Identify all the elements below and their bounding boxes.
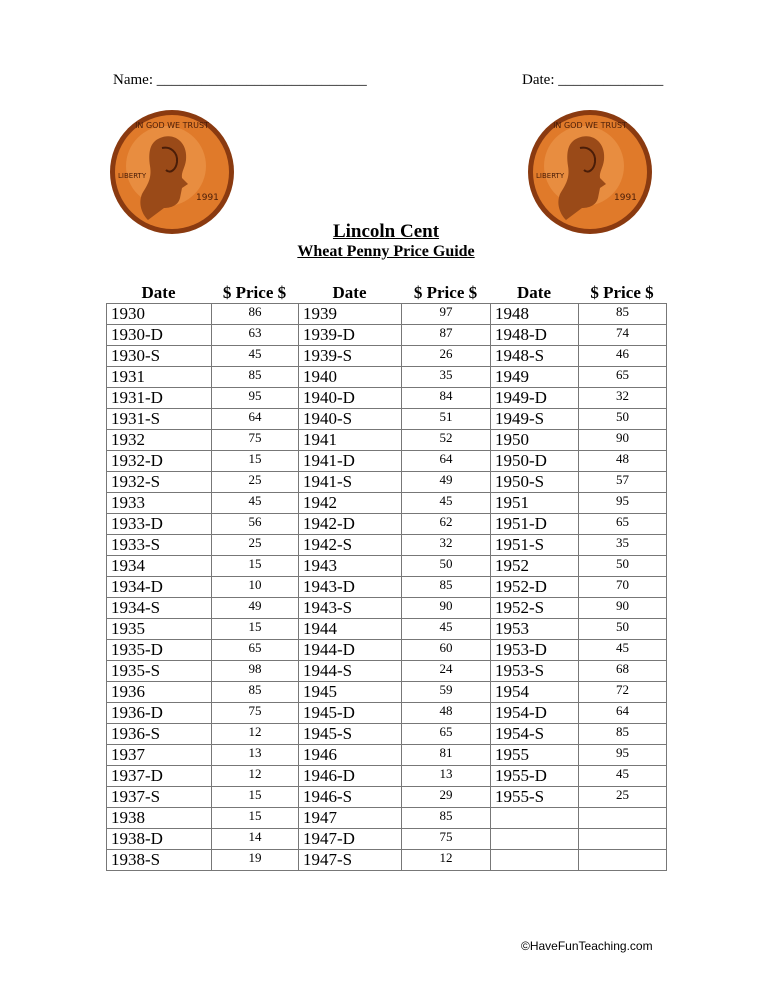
price-cell: 12	[402, 850, 491, 871]
date-cell: 1945	[299, 682, 402, 703]
price-cell	[579, 808, 667, 829]
date-cell: 1944-S	[299, 661, 402, 682]
table-row	[107, 451, 667, 472]
price-cell: 48	[402, 703, 491, 724]
price-cell: 15	[212, 808, 299, 829]
table-row	[107, 304, 667, 325]
table-row	[107, 325, 667, 346]
date-cell: 1950-S	[491, 472, 579, 493]
price-cell: 50	[579, 409, 667, 430]
date-cell: 1944-D	[299, 640, 402, 661]
price-cell: 13	[402, 766, 491, 787]
date-cell: 1932-S	[107, 472, 212, 493]
price-cell: 75	[212, 430, 299, 451]
date-cell: 1949-S	[491, 409, 579, 430]
date-cell: 1949	[491, 367, 579, 388]
date-cell: 1941	[299, 430, 402, 451]
price-cell: 85	[579, 724, 667, 745]
price-cell: 35	[402, 367, 491, 388]
date-cell: 1931-S	[107, 409, 212, 430]
date-cell: 1940-D	[299, 388, 402, 409]
table-row	[107, 745, 667, 766]
date-cell: 1955-D	[491, 766, 579, 787]
price-cell: 95	[579, 493, 667, 514]
date-cell: 1930	[107, 304, 212, 325]
date-cell: 1946-S	[299, 787, 402, 808]
date-cell: 1933-D	[107, 514, 212, 535]
date-cell: 1946-D	[299, 766, 402, 787]
date-cell: 1948-S	[491, 346, 579, 367]
price-cell: 25	[579, 787, 667, 808]
price-cell: 57	[579, 472, 667, 493]
column-header-date-1: Date	[141, 283, 176, 302]
coin-motto: IN GOD WE TRUST	[553, 121, 627, 130]
coin-liberty: LIBERTY	[536, 172, 565, 180]
date-cell: 1931-D	[107, 388, 212, 409]
date-cell: 1939-S	[299, 346, 402, 367]
date-cell: 1951-D	[491, 514, 579, 535]
price-cell: 64	[402, 451, 491, 472]
date-cell: 1945-D	[299, 703, 402, 724]
table-row	[107, 409, 667, 430]
date-cell: 1951	[491, 493, 579, 514]
page-subtitle: Wheat Penny Price Guide	[297, 243, 475, 260]
price-cell: 85	[212, 367, 299, 388]
date-cell: 1933-S	[107, 535, 212, 556]
price-cell: 90	[579, 598, 667, 619]
table-row	[107, 703, 667, 724]
table-row	[107, 661, 667, 682]
table-row	[107, 388, 667, 409]
price-cell: 95	[212, 388, 299, 409]
date-cell: 1941-D	[299, 451, 402, 472]
date-cell: 1937-D	[107, 766, 212, 787]
price-cell: 70	[579, 577, 667, 598]
date-cell: 1955-S	[491, 787, 579, 808]
copyright-footer: ©HaveFunTeaching.com	[521, 939, 653, 953]
price-cell: 49	[402, 472, 491, 493]
coin-year: 1991	[196, 193, 219, 203]
price-cell: 98	[212, 661, 299, 682]
date-cell: 1934-D	[107, 577, 212, 598]
price-cell: 59	[402, 682, 491, 703]
date-cell: 1936-D	[107, 703, 212, 724]
date-cell: 1942-S	[299, 535, 402, 556]
column-header-price-1: $ Price $	[222, 283, 287, 302]
column-header-price-2: $ Price $	[413, 283, 478, 302]
price-cell: 65	[579, 514, 667, 535]
price-cell: 15	[212, 556, 299, 577]
price-cell: 45	[402, 619, 491, 640]
date-cell: 1940	[299, 367, 402, 388]
date-cell: 1934-S	[107, 598, 212, 619]
price-cell: 15	[212, 451, 299, 472]
price-cell: 51	[402, 409, 491, 430]
price-cell: 29	[402, 787, 491, 808]
date-cell: 1941-S	[299, 472, 402, 493]
price-cell: 12	[212, 766, 299, 787]
date-cell: 1937	[107, 745, 212, 766]
table-row	[107, 346, 667, 367]
date-cell: 1942	[299, 493, 402, 514]
date-cell: 1936	[107, 682, 212, 703]
table-row	[107, 556, 667, 577]
price-cell: 25	[212, 535, 299, 556]
price-cell: 90	[402, 598, 491, 619]
price-cell: 85	[212, 682, 299, 703]
date-cell: 1955	[491, 745, 579, 766]
date-cell: 1953-S	[491, 661, 579, 682]
date-cell: 1939	[299, 304, 402, 325]
date-cell: 1950	[491, 430, 579, 451]
table-row	[107, 724, 667, 745]
price-cell: 85	[402, 808, 491, 829]
price-cell: 45	[402, 493, 491, 514]
price-cell: 49	[212, 598, 299, 619]
coin-year: 1991	[614, 193, 637, 203]
date-cell	[491, 850, 579, 871]
date-cell: 1932	[107, 430, 212, 451]
date-cell: 1934	[107, 556, 212, 577]
date-cell: 1939-D	[299, 325, 402, 346]
price-cell: 25	[212, 472, 299, 493]
price-cell: 50	[579, 556, 667, 577]
table-row	[107, 535, 667, 556]
price-cell: 12	[212, 724, 299, 745]
price-cell: 32	[579, 388, 667, 409]
date-cell: 1952	[491, 556, 579, 577]
date-cell: 1953	[491, 619, 579, 640]
date-cell: 1935-S	[107, 661, 212, 682]
price-table	[106, 303, 667, 871]
date-cell: 1947	[299, 808, 402, 829]
price-cell: 14	[212, 829, 299, 850]
price-cell: 45	[579, 766, 667, 787]
price-cell: 97	[402, 304, 491, 325]
price-cell	[579, 850, 667, 871]
date-cell	[491, 808, 579, 829]
price-cell: 45	[579, 640, 667, 661]
date-cell: 1954-D	[491, 703, 579, 724]
price-cell: 50	[402, 556, 491, 577]
date-cell: 1948-D	[491, 325, 579, 346]
date-cell	[491, 829, 579, 850]
price-cell: 68	[579, 661, 667, 682]
date-cell: 1952-D	[491, 577, 579, 598]
date-cell: 1951-S	[491, 535, 579, 556]
price-cell: 72	[579, 682, 667, 703]
date-cell: 1954	[491, 682, 579, 703]
date-cell: 1949-D	[491, 388, 579, 409]
price-cell: 75	[212, 703, 299, 724]
price-cell: 32	[402, 535, 491, 556]
table-row	[107, 808, 667, 829]
date-cell: 1935	[107, 619, 212, 640]
table-row	[107, 850, 667, 871]
date-cell: 1953-D	[491, 640, 579, 661]
table-row	[107, 367, 667, 388]
date-cell: 1943-S	[299, 598, 402, 619]
page-title: Lincoln Cent	[332, 221, 440, 242]
price-cell: 10	[212, 577, 299, 598]
date-cell: 1954-S	[491, 724, 579, 745]
date-cell: 1940-S	[299, 409, 402, 430]
date-cell: 1944	[299, 619, 402, 640]
date-cell: 1952-S	[491, 598, 579, 619]
price-cell: 50	[579, 619, 667, 640]
date-cell: 1938-D	[107, 829, 212, 850]
date-cell: 1936-S	[107, 724, 212, 745]
price-cell: 15	[212, 787, 299, 808]
price-cell: 24	[402, 661, 491, 682]
date-cell: 1930-S	[107, 346, 212, 367]
date-cell: 1935-D	[107, 640, 212, 661]
price-cell: 52	[402, 430, 491, 451]
date-cell: 1938	[107, 808, 212, 829]
price-cell: 45	[212, 493, 299, 514]
price-cell: 75	[402, 829, 491, 850]
price-cell: 74	[579, 325, 667, 346]
price-cell: 86	[212, 304, 299, 325]
price-cell: 84	[402, 388, 491, 409]
coin-liberty: LIBERTY	[118, 172, 147, 180]
price-cell: 85	[402, 577, 491, 598]
date-cell: 1938-S	[107, 850, 212, 871]
table-row	[107, 829, 667, 850]
date-cell: 1931	[107, 367, 212, 388]
price-cell: 46	[579, 346, 667, 367]
table-row	[107, 766, 667, 787]
column-header-date-2: Date	[332, 283, 367, 302]
date-cell: 1947-S	[299, 850, 402, 871]
table-row	[107, 640, 667, 661]
price-cell: 65	[579, 367, 667, 388]
price-cell: 65	[212, 640, 299, 661]
date-cell: 1948	[491, 304, 579, 325]
date-cell: 1942-D	[299, 514, 402, 535]
column-header-date-3: Date	[517, 283, 551, 302]
date-cell: 1932-D	[107, 451, 212, 472]
date-cell: 1933	[107, 493, 212, 514]
date-cell: 1945-S	[299, 724, 402, 745]
column-header-price-3: $ Price $	[590, 283, 654, 302]
price-cell: 87	[402, 325, 491, 346]
date-field[interactable]: Date: ______________	[522, 72, 664, 88]
coin-motto: IN GOD WE TRUST	[135, 121, 209, 130]
table-row	[107, 493, 667, 514]
price-cell: 90	[579, 430, 667, 451]
price-cell: 26	[402, 346, 491, 367]
price-cell: 63	[212, 325, 299, 346]
date-cell: 1943	[299, 556, 402, 577]
date-cell: 1937-S	[107, 787, 212, 808]
penny-coin-left	[108, 108, 236, 236]
price-cell: 64	[579, 703, 667, 724]
price-cell: 95	[579, 745, 667, 766]
date-cell: 1930-D	[107, 325, 212, 346]
price-cell: 62	[402, 514, 491, 535]
price-cell: 60	[402, 640, 491, 661]
name-field[interactable]: Name: ____________________________	[113, 72, 367, 88]
table-row	[107, 472, 667, 493]
table-row	[107, 577, 667, 598]
table-row	[107, 598, 667, 619]
price-cell: 15	[212, 619, 299, 640]
table-row	[107, 430, 667, 451]
table-row	[107, 682, 667, 703]
date-cell: 1943-D	[299, 577, 402, 598]
date-cell: 1950-D	[491, 451, 579, 472]
penny-coin-right	[526, 108, 654, 236]
price-cell: 13	[212, 745, 299, 766]
price-cell: 35	[579, 535, 667, 556]
table-row	[107, 514, 667, 535]
price-cell: 56	[212, 514, 299, 535]
price-cell: 64	[212, 409, 299, 430]
price-cell: 65	[402, 724, 491, 745]
date-cell: 1946	[299, 745, 402, 766]
price-cell: 85	[579, 304, 667, 325]
price-cell: 48	[579, 451, 667, 472]
table-row	[107, 787, 667, 808]
price-cell: 45	[212, 346, 299, 367]
price-cell	[579, 829, 667, 850]
date-cell: 1947-D	[299, 829, 402, 850]
table-row	[107, 619, 667, 640]
price-cell: 19	[212, 850, 299, 871]
price-cell: 81	[402, 745, 491, 766]
